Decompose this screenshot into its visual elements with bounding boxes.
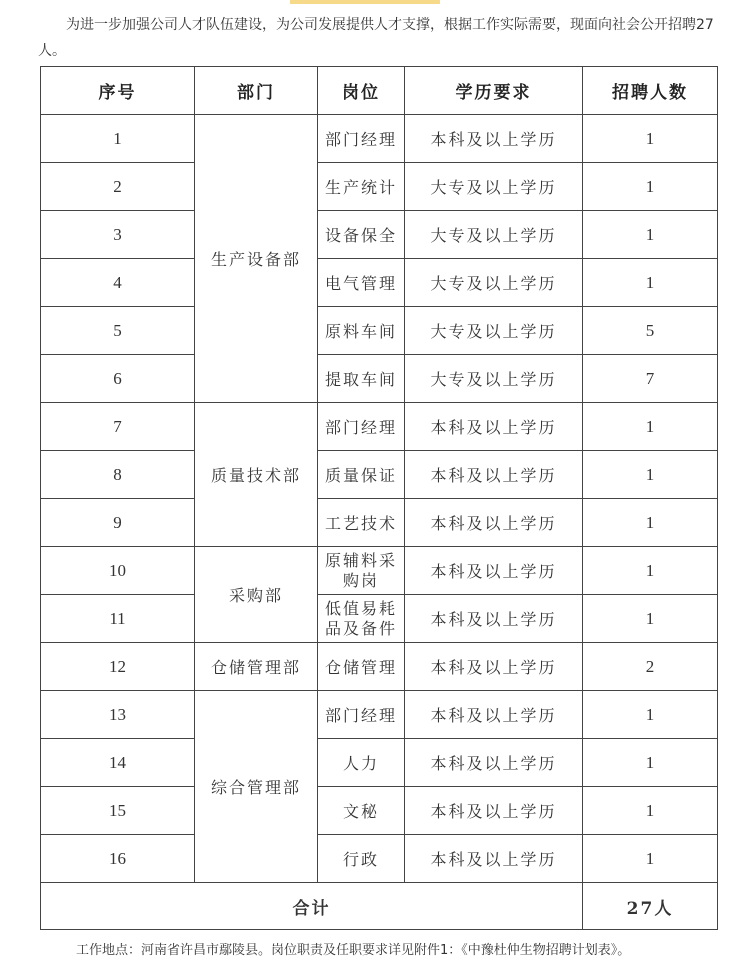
header-education: 学历要求 xyxy=(405,67,583,115)
education-cell: 大专及以上学历 xyxy=(405,307,583,355)
department-cell: 生产设备部 xyxy=(195,115,318,403)
count-cell: 2 xyxy=(583,643,718,691)
department-cell: 仓储管理部 xyxy=(195,643,318,691)
position-cell: 部门经理 xyxy=(318,691,405,739)
count-cell: 1 xyxy=(583,163,718,211)
table-row xyxy=(41,739,718,787)
row-no: 12 xyxy=(41,643,195,691)
position-cell: 电气管理 xyxy=(318,259,405,307)
education-cell: 本科及以上学历 xyxy=(405,115,583,163)
top-accent-bar xyxy=(290,0,440,4)
count-cell: 1 xyxy=(583,547,718,595)
row-no: 14 xyxy=(41,739,195,787)
row-no: 10 xyxy=(41,547,195,595)
education-cell: 本科及以上学历 xyxy=(405,403,583,451)
table-row xyxy=(41,595,718,643)
position-cell: 人力 xyxy=(318,739,405,787)
education-cell: 本科及以上学历 xyxy=(405,499,583,547)
position-line-2: 购岗 xyxy=(342,570,379,590)
table-row xyxy=(41,835,718,883)
table-row xyxy=(41,403,718,451)
count-cell: 1 xyxy=(583,403,718,451)
row-no: 5 xyxy=(41,307,195,355)
count-cell: 1 xyxy=(583,259,718,307)
position-cell: 设备保全 xyxy=(318,211,405,259)
count-cell: 1 xyxy=(583,691,718,739)
education-cell: 大专及以上学历 xyxy=(405,211,583,259)
row-no: 7 xyxy=(41,403,195,451)
position-cell: 工艺技术 xyxy=(318,499,405,547)
count-cell: 1 xyxy=(583,595,718,643)
position-line-1: 低值易耗 xyxy=(324,598,397,618)
row-no: 15 xyxy=(41,787,195,835)
count-cell: 7 xyxy=(583,355,718,403)
row-no: 6 xyxy=(41,355,195,403)
row-no: 2 xyxy=(41,163,195,211)
department-cell: 采购部 xyxy=(195,547,318,643)
header-department: 部门 xyxy=(195,67,318,115)
footer-note: 工作地点：河南省许昌市鄢陵县。岗位职责及任职要求详见附件1：《中豫杜仲生物招聘计划表》。 xyxy=(76,943,631,958)
table-row xyxy=(41,451,718,499)
row-no: 13 xyxy=(41,691,195,739)
education-cell: 本科及以上学历 xyxy=(405,739,583,787)
table-row xyxy=(41,547,718,595)
table-row xyxy=(41,355,718,403)
count-cell: 1 xyxy=(583,835,718,883)
education-cell: 本科及以上学历 xyxy=(405,691,583,739)
table-header-row xyxy=(41,67,718,115)
row-no: 1 xyxy=(41,115,195,163)
header-no: 序号 xyxy=(41,67,195,115)
row-no: 4 xyxy=(41,259,195,307)
education-cell: 本科及以上学历 xyxy=(405,787,583,835)
table-row xyxy=(41,163,718,211)
recruitment-table xyxy=(40,66,718,930)
position-cell: 部门经理 xyxy=(318,115,405,163)
position-line-1: 原辅料采 xyxy=(324,550,397,570)
education-cell: 大专及以上学历 xyxy=(405,163,583,211)
table-row xyxy=(41,115,718,163)
table-row xyxy=(41,211,718,259)
position-cell: 质量保证 xyxy=(318,451,405,499)
table-row xyxy=(41,787,718,835)
count-cell: 1 xyxy=(583,739,718,787)
count-cell: 5 xyxy=(583,307,718,355)
education-cell: 大专及以上学历 xyxy=(405,259,583,307)
count-cell: 1 xyxy=(583,211,718,259)
education-cell: 本科及以上学历 xyxy=(405,643,583,691)
count-cell: 1 xyxy=(583,499,718,547)
position-cell: 文秘 xyxy=(318,787,405,835)
total-label: 合计 xyxy=(41,883,583,930)
row-no: 9 xyxy=(41,499,195,547)
position-cell: 提取车间 xyxy=(318,355,405,403)
total-row xyxy=(41,883,718,930)
department-cell: 综合管理部 xyxy=(195,691,318,883)
count-cell: 1 xyxy=(583,787,718,835)
table-row xyxy=(41,643,718,691)
position-cell: 仓储管理 xyxy=(318,643,405,691)
position-cell xyxy=(318,595,405,643)
table-row xyxy=(41,307,718,355)
count-cell: 1 xyxy=(583,451,718,499)
row-no: 11 xyxy=(41,595,195,643)
education-cell: 本科及以上学历 xyxy=(405,547,583,595)
count-cell: 1 xyxy=(583,115,718,163)
position-cell: 生产统计 xyxy=(318,163,405,211)
position-line-2: 品及备件 xyxy=(324,618,397,638)
position-cell: 部门经理 xyxy=(318,403,405,451)
total-value: 27人 xyxy=(583,883,718,930)
department-cell: 质量技术部 xyxy=(195,403,318,547)
row-no: 3 xyxy=(41,211,195,259)
header-position: 岗位 xyxy=(318,67,405,115)
table-row xyxy=(41,691,718,739)
row-no: 8 xyxy=(41,451,195,499)
position-cell: 原料车间 xyxy=(318,307,405,355)
education-cell: 本科及以上学历 xyxy=(405,835,583,883)
intro-paragraph: 为进一步加强公司人才队伍建设，为公司发展提供人才支撑，根据工作实际需要，现面向社会公开招聘27人。 xyxy=(38,17,714,59)
education-cell: 本科及以上学历 xyxy=(405,595,583,643)
position-cell xyxy=(318,547,405,595)
position-cell: 行政 xyxy=(318,835,405,883)
row-no: 16 xyxy=(41,835,195,883)
education-cell: 大专及以上学历 xyxy=(405,355,583,403)
header-count: 招聘人数 xyxy=(583,67,718,115)
table-row xyxy=(41,499,718,547)
education-cell: 本科及以上学历 xyxy=(405,451,583,499)
table-row xyxy=(41,259,718,307)
